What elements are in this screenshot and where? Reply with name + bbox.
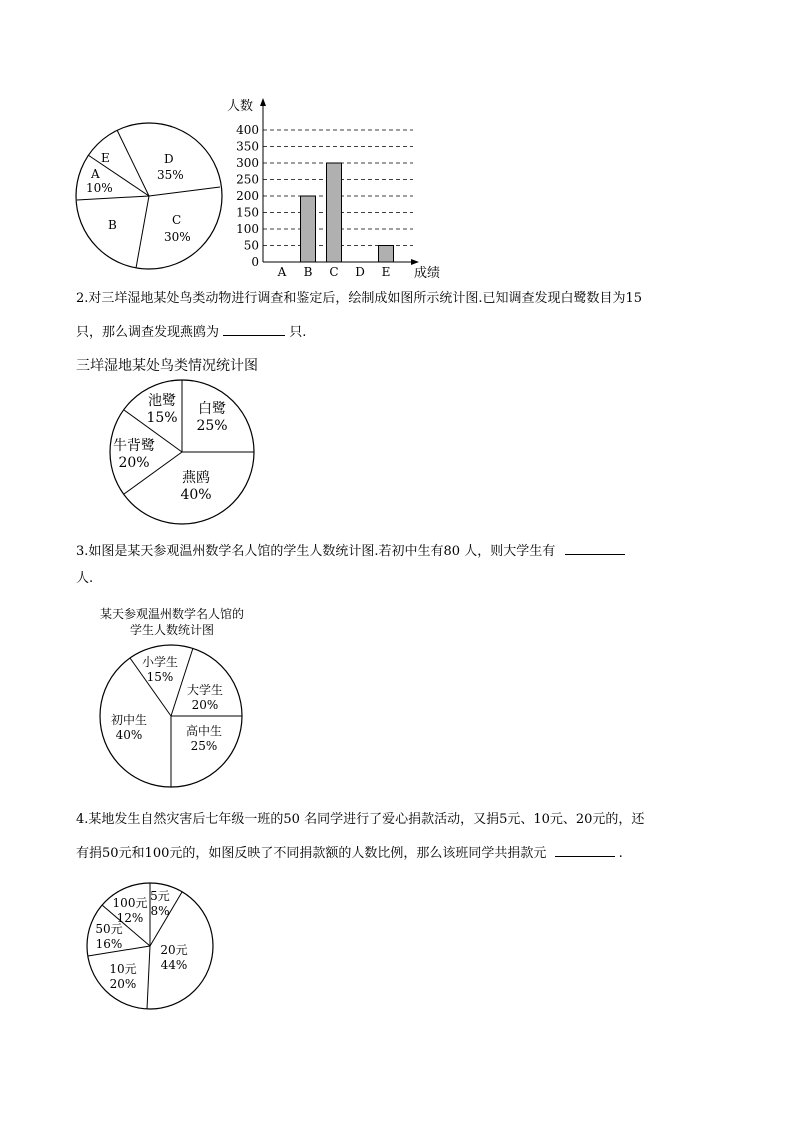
q4-line1: 4.某地发生自然灾害后七年级一班的50 名同学进行了爱心捐款活动，又捐5元、10元、20元的，还 <box>76 812 645 827</box>
pie-slice-label: 初中生 <box>110 713 148 727</box>
pie-slice-label: 白鹭 <box>198 401 226 417</box>
q4-line2-text: 有捐50元和100元的，如图反映了不同捐款额的人数比例，那么该班同学共捐款元 <box>76 846 547 861</box>
bar-y-tick-label: 0 <box>251 255 259 269</box>
q2-line2 <box>76 321 306 342</box>
bar-x-tick-a: A <box>277 265 287 279</box>
pie-slice-percent: 15% <box>146 410 178 426</box>
bar-e <box>379 246 394 263</box>
q2-answer-blank[interactable] <box>223 321 285 336</box>
bar-x-tick-e: E <box>381 265 391 279</box>
q3-chart-title-line2: 学生人数统计图 <box>129 623 214 637</box>
q4-pie-chart <box>84 878 218 1014</box>
pie-slice-label: 5元 <box>150 889 170 903</box>
q3-answer-blank[interactable] <box>565 540 625 555</box>
q1-pie-pct-c: 30% <box>164 230 191 244</box>
q2-line2-text: 只，那么调查发现燕鸥为 <box>76 325 220 340</box>
q2-chart-title: 三垟湿地某处鸟类情况统计图 <box>76 358 258 374</box>
pie-slice-percent: 8% <box>150 904 170 918</box>
pie-slice-label: 牛背鹭 <box>113 438 155 454</box>
pie-slice-percent: 20% <box>191 698 219 712</box>
pie-slice-label: 50元 <box>95 922 123 936</box>
pie-slice-percent: 12% <box>116 911 144 925</box>
q4-line2-end: . <box>618 846 623 861</box>
pie-slice-label: 高中生 <box>185 724 223 738</box>
pie-slice-label: 20元 <box>160 943 188 957</box>
q4-line2 <box>76 842 623 863</box>
q1-bar-chart <box>224 92 454 282</box>
q1-pie-label-c: C <box>172 213 182 227</box>
bar-x-tick-d: D <box>355 265 365 279</box>
bar-y-tick-label: 100 <box>236 222 259 236</box>
pie-slice-percent: 25% <box>196 418 228 434</box>
bar-x-tick-b: B <box>303 265 313 279</box>
bar-y-axis-label: 人数 <box>227 99 254 114</box>
q3-chart-title-line1: 某天参观温州数学名人馆的 <box>99 607 244 621</box>
q1-pie-label-b: B <box>108 218 117 232</box>
q2-pie-chart <box>106 376 258 528</box>
pie-slice-percent: 20% <box>109 977 137 991</box>
pie-slice-label: 10元 <box>109 962 137 976</box>
pie-slice-percent: 40% <box>180 487 212 503</box>
bar-x-axis-label: 成绩 <box>414 266 441 281</box>
q2-line1: 2.对三垟湿地某处鸟类动物进行调查和鉴定后，绘制成如图所示统计图.已知调查发现白鹭数目为15 <box>76 291 643 306</box>
bar-y-ticks <box>236 123 259 269</box>
bar-y-axis-arrow <box>260 98 266 106</box>
pie-slice-percent: 25% <box>190 739 218 753</box>
bar-y-tick-label: 250 <box>236 172 259 187</box>
q1-pie-label-e: E <box>101 151 110 165</box>
bar-x-ticks <box>277 265 391 279</box>
q3-line1 <box>76 540 625 561</box>
q1-pie-label-d: D <box>164 152 174 166</box>
q3-line1-text: 3.如图是某天参观温州数学名人馆的学生人数统计图.若初中生有80 人，则大学生有 <box>76 544 556 559</box>
q2-line2-end: 只. <box>289 325 307 340</box>
bar-y-tick-label: 300 <box>236 156 259 170</box>
pie-slice-label: 100元 <box>112 896 148 910</box>
q3-line2: 人. <box>76 571 94 586</box>
q4-answer-blank[interactable] <box>555 842 615 857</box>
bar-y-tick-label: 50 <box>243 238 259 253</box>
bar-y-tick-label: 150 <box>236 205 259 220</box>
bar-y-tick-label: 200 <box>236 189 259 203</box>
pie-slice-percent: 16% <box>95 937 123 951</box>
pie-slice-label: 池鹭 <box>148 393 176 409</box>
pie-slice-percent: 20% <box>118 455 150 471</box>
bar-y-tick-label: 350 <box>236 139 259 154</box>
pie-slice-percent: 15% <box>146 670 174 684</box>
bar-x-axis-arrow <box>411 259 419 265</box>
q3-pie-chart <box>96 641 248 793</box>
pie-slice-label: 燕鸥 <box>182 470 210 486</box>
bar-x-tick-c: C <box>329 265 339 279</box>
bar-c <box>327 163 342 262</box>
bar-b <box>301 196 316 262</box>
q1-pie-pct-a: 10% <box>86 181 113 195</box>
pie-slice-label: 大学生 <box>186 683 224 697</box>
pie-slice-percent: 40% <box>115 728 143 742</box>
pie-slice-label: 小学生 <box>141 655 179 669</box>
pie-slice-percent: 44% <box>160 958 188 972</box>
q1-pie-chart <box>74 120 224 272</box>
q1-pie-pct-d: 35% <box>157 168 184 182</box>
q1-pie-label-a: A <box>91 167 100 181</box>
q3-chart-title <box>82 606 262 638</box>
bar-y-tick-label: 400 <box>236 123 259 137</box>
